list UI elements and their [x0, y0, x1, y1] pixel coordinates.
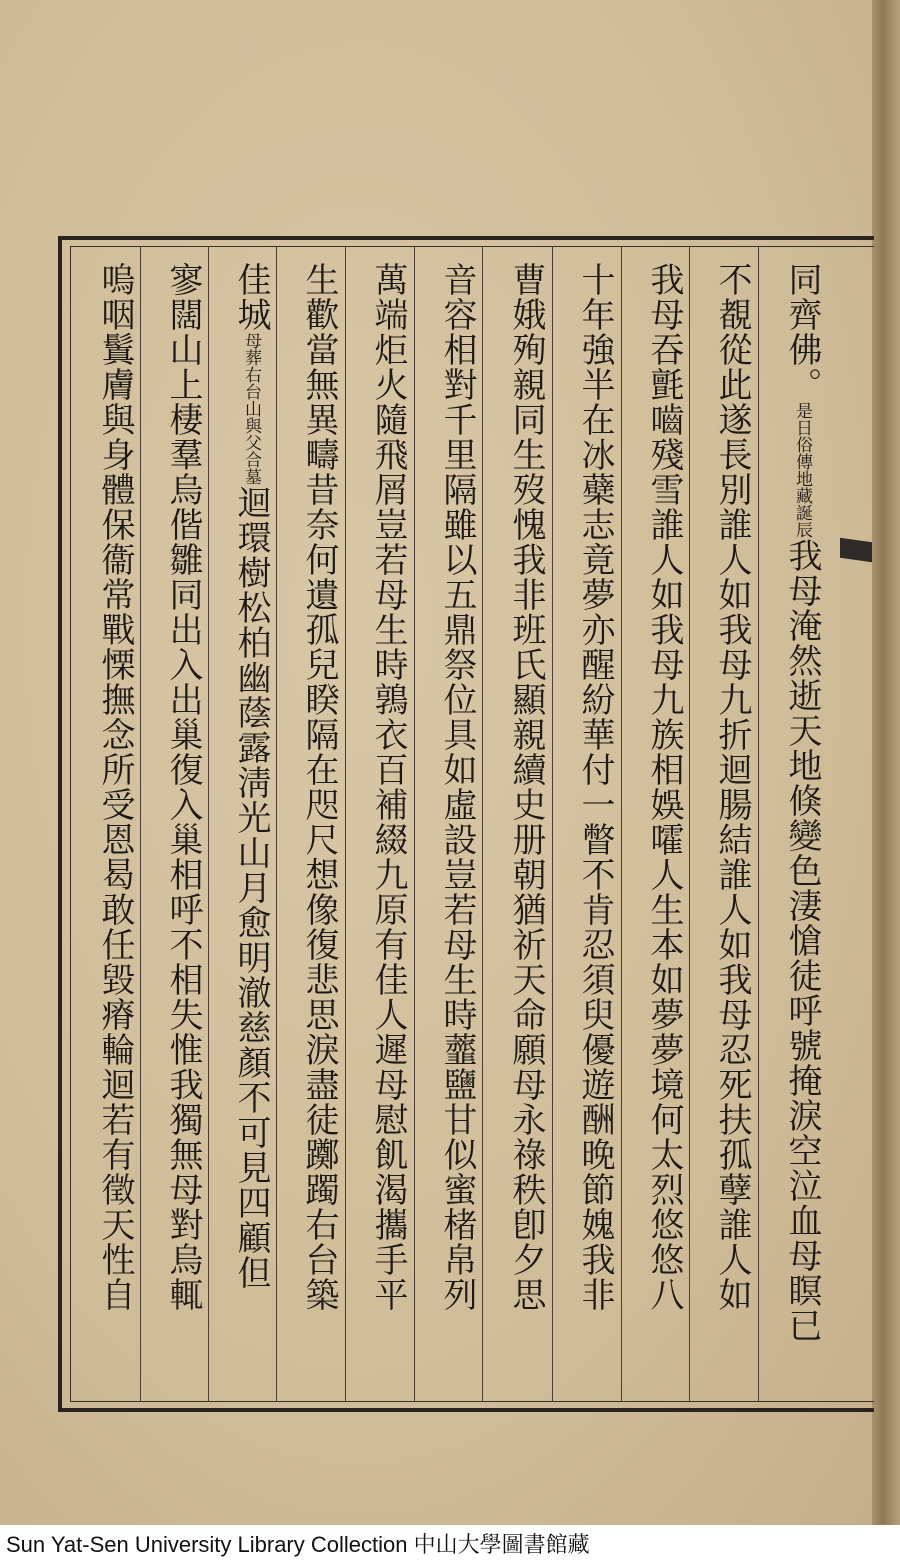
text-column-11: 嗚咽鬒膚與身體保衞常戰慄撫念所受恩曷敢任毀瘠輪迴若有徵天性自	[95, 262, 135, 1312]
annotation-note: 是日俗傳地藏誕辰	[792, 402, 812, 538]
text-column-3: 我母吞氈嚙殘雪誰人如我母九族相娛嚯人生本如夢夢境何太烈悠悠八	[644, 262, 684, 1312]
text-column-5: 曹娥殉親同生歿愧我非班氏顯親續史册朝猶祈天命願母永祿秩卽夕思	[506, 262, 546, 1312]
collection-credit: Sun Yat-Sen University Library Collection 中山大學圖書館藏	[0, 1525, 900, 1565]
annotation-note: 母葬右台山與父合墓	[241, 332, 261, 485]
text-column-10: 寥闊山上棲羣烏偕雛同出入出巢復入巢相呼不相失惟我獨無母對烏輒	[163, 262, 203, 1312]
text-column-7: 萬端炬火隨飛屑豈若母生時鶉衣百補綴九原有佳人遲母慰飢渴攜手平	[368, 262, 408, 1312]
text-column-8: 生歡當無異疇昔奈何遺孤兒睽隔在咫尺想像復悲思淚盡徒躑躅右台築	[299, 262, 339, 1312]
book-spine	[872, 0, 900, 1565]
text-column-6: 音容相對千里隔雖以五鼎祭位具如虛設豈若母生時虀鹽甘似蜜楮帛列	[437, 262, 477, 1312]
text-column-1: 同齊佛。是日俗傳地藏誕辰我母淹然逝天地倏變色淒愴徒呼號掩淚空泣血母瞑已	[782, 262, 822, 1343]
text-column-2: 不覩從此遂長別誰人如我母九折迴腸結誰人如我母忍死扶孤孽誰人如	[712, 262, 752, 1312]
text-column-9: 佳城母葬右台山與父合墓迴環樹松柏幽蔭露淸光山月愈明澈慈顏不可見四顧但	[231, 262, 271, 1290]
text-column-4: 十年強半在冰蘗志竟夢亦醒紛華付一瞥不肯忍須臾優遊酬晚節媿我非	[575, 262, 615, 1312]
